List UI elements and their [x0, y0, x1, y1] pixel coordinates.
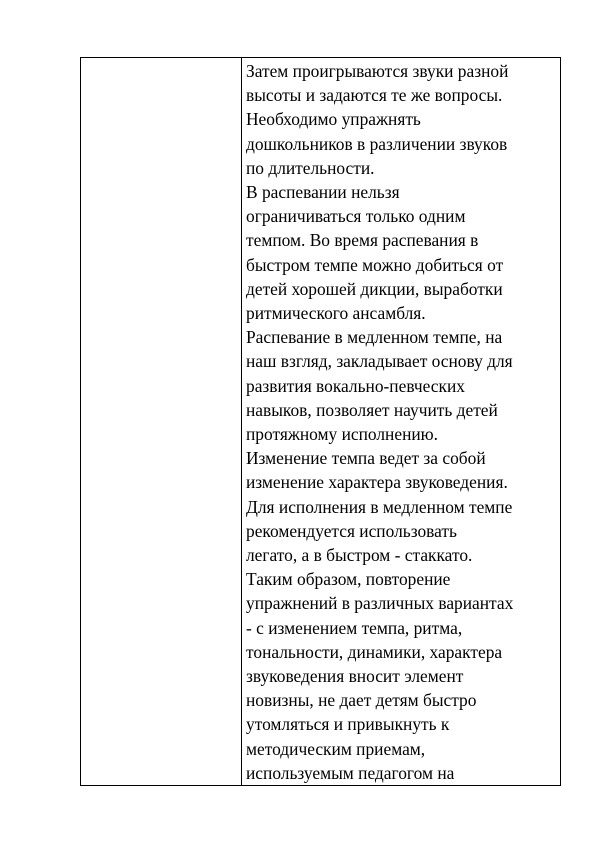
text-line: протяжному исполнению. — [246, 424, 439, 445]
text-line: дошкольников в различении звуков — [246, 133, 508, 154]
text-line: - с изменением темпа, ритма, — [246, 617, 463, 638]
text-line: утомляться и привыкнуть к — [246, 714, 450, 735]
text-line: тональности, динамики, характера — [246, 641, 503, 662]
text-line: Затем проигрываются звуки разной — [246, 61, 509, 81]
text-line: быстром темпе можно добиться от — [246, 254, 504, 275]
text-line: детей хорошей дикции, выработки — [246, 278, 503, 299]
text-line: Распевание в медленном темпе, на — [246, 327, 503, 348]
text-line: высоты и задаются те же вопросы. — [246, 85, 503, 106]
left-cell-text — [81, 58, 241, 59]
text-line: Изменение темпа ведет за собой — [246, 448, 486, 469]
right-cell — [242, 58, 561, 786]
text-line: В распевании нельзя — [246, 182, 400, 203]
text-line: Таким образом, повторение — [246, 569, 451, 590]
text-line: звуковедения вносит элемент — [246, 666, 464, 687]
text-line: новизны, не дает детям быстро — [246, 690, 477, 711]
text-line: темпом. Во время распевания в — [246, 230, 479, 251]
text-line: Необходимо упражнять — [246, 109, 421, 130]
text-line: навыков, позволяет научить детей — [246, 399, 498, 420]
text-line: упражнений в различных вариантах — [246, 593, 514, 614]
text-line: ограничиваться только одним — [246, 206, 466, 227]
text-line: используемым педагогом на — [246, 762, 455, 783]
text-line: Для исполнения в медленном темпе — [246, 496, 513, 517]
text-line: методическим приемам, — [246, 738, 426, 759]
text-line: по длительности. — [246, 157, 375, 178]
table-row — [81, 58, 561, 786]
text-line: изменение характера звуковедения. — [246, 472, 508, 493]
text-line: наш взгляд, закладывает основу для — [246, 351, 513, 372]
text-line: легато, а в быстром - стаккато. — [246, 545, 473, 566]
content-table — [80, 57, 561, 786]
text-line: рекомендуется использовать — [246, 520, 457, 541]
text-line: развития вокально-певческих — [246, 375, 465, 396]
right-cell-text — [242, 58, 560, 785]
text-line: ритмического ансамбля. — [246, 303, 426, 324]
left-cell — [81, 58, 242, 786]
